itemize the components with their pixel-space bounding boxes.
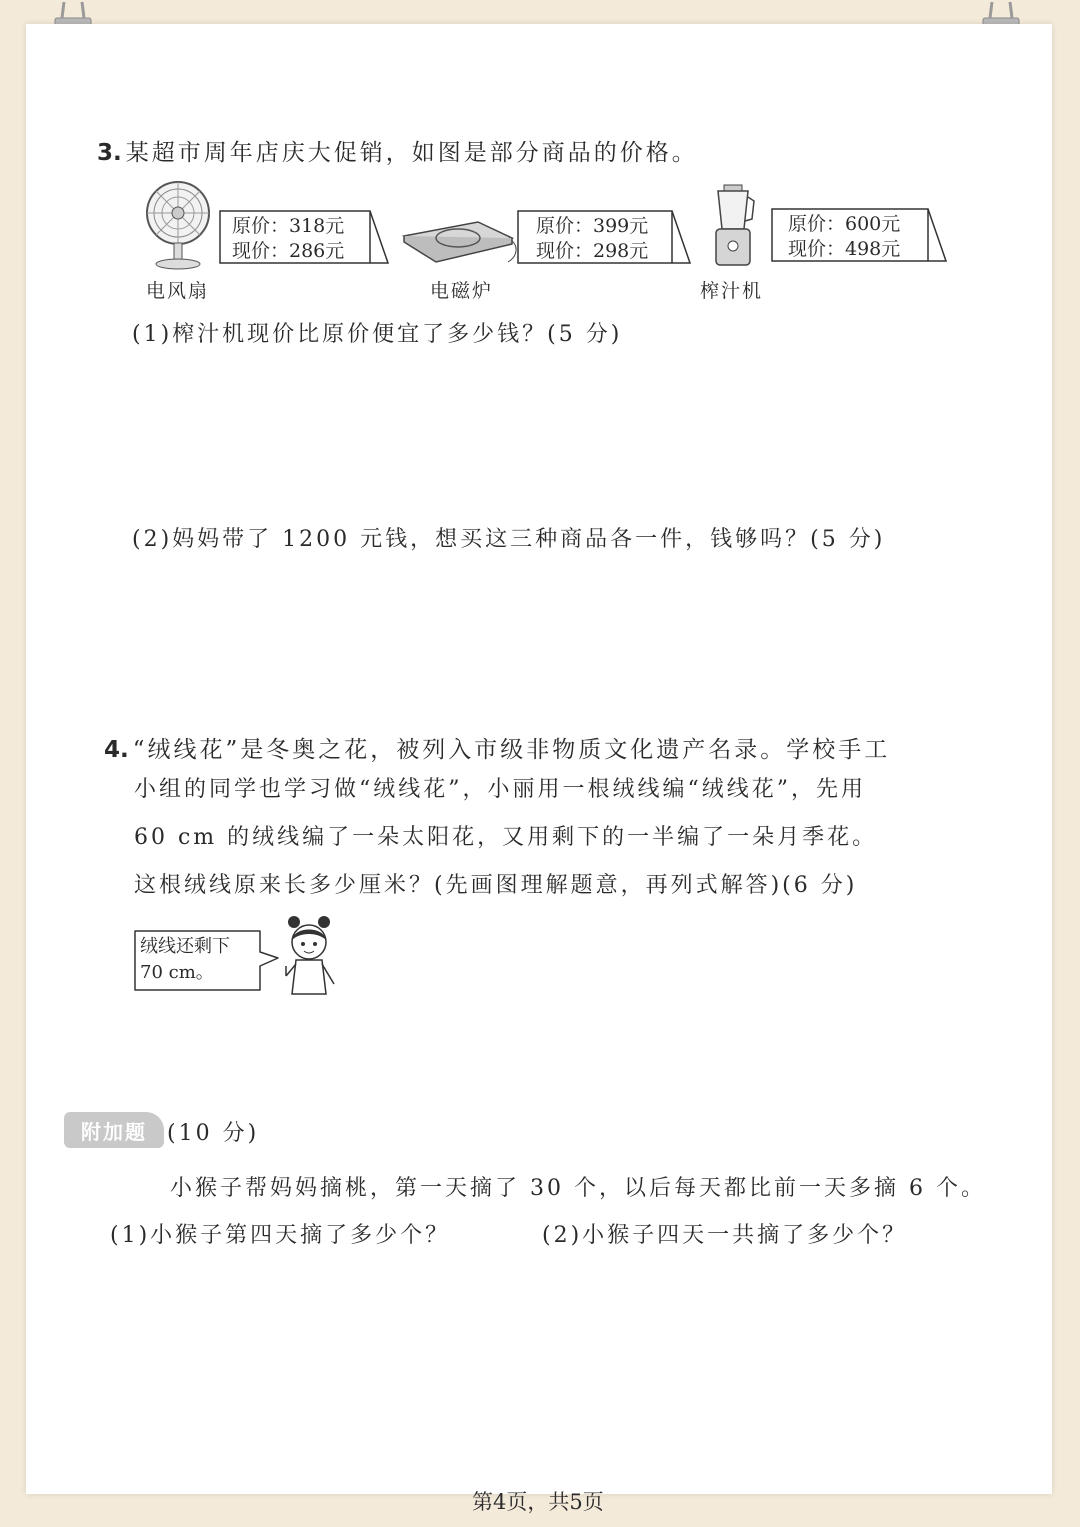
bubble-line-2: 70 cm。 xyxy=(140,962,214,983)
question-3-number: 3. xyxy=(97,140,122,166)
fan-label: 电风扇 xyxy=(146,280,210,302)
question-4-line-2: 小组的同学也学习做“绒线花”，小丽用一根绒线编“绒线花”，先用 xyxy=(134,777,866,802)
bubble-line-1: 绒线还剩下 xyxy=(140,936,230,957)
question-4-line-3: 60 cm 的绒线编了一朵太阳花，又用剩下的一半编了一朵月季花。 xyxy=(134,825,878,850)
question-3 xyxy=(97,134,698,167)
question-4-line-1: “绒线花”是冬奥之花，被列入市级非物质文化遗产名录。学校手工 xyxy=(132,737,891,763)
bonus-sub-1: (1)小猴子第四天摘了多少个？ xyxy=(110,1223,451,1248)
bonus-text: 小猴子帮妈妈摘桃，第一天摘了 30 个，以后每天都比前一天多摘 6 个。 xyxy=(170,1176,986,1201)
juicer-icon xyxy=(708,183,758,271)
page-footer: 第4页，共5页 xyxy=(472,1490,604,1514)
bonus-badge: 附加题 xyxy=(64,1112,164,1148)
girl-icon xyxy=(278,914,340,1000)
bonus-points: (10 分) xyxy=(167,1121,260,1146)
juicer-current-price: 现价：498元 xyxy=(788,238,901,260)
fan-icon xyxy=(143,180,213,270)
induction-cooker-icon xyxy=(400,208,520,270)
fan-current-price: 现价：286元 xyxy=(232,240,345,262)
question-3-sub-2: (2)妈妈带了 1200 元钱，想买这三种商品各一件，钱够吗？(5 分) xyxy=(132,527,886,552)
fan-original-price: 原价：318元 xyxy=(232,215,345,237)
question-4-line-4: 这根绒线原来长多少厘米？(先画图理解题意，再列式解答)(6 分) xyxy=(134,873,858,898)
question-4 xyxy=(104,731,890,764)
bonus-sub-2: (2)小猴子四天一共摘了多少个？ xyxy=(542,1223,908,1248)
question-4-number: 4. xyxy=(104,737,129,763)
cooker-original-price: 原价：399元 xyxy=(536,215,649,237)
juicer-label: 榨汁机 xyxy=(700,280,764,302)
juicer-original-price: 原价：600元 xyxy=(788,213,901,235)
cooker-current-price: 现价：298元 xyxy=(536,240,649,262)
question-3-text: 某超市周年店庆大促销，如图是部分商品的价格。 xyxy=(125,140,698,166)
question-3-sub-1: (1)榨汁机现价比原价便宜了多少钱？(5 分) xyxy=(132,322,623,347)
cooker-label: 电磁炉 xyxy=(430,280,494,302)
